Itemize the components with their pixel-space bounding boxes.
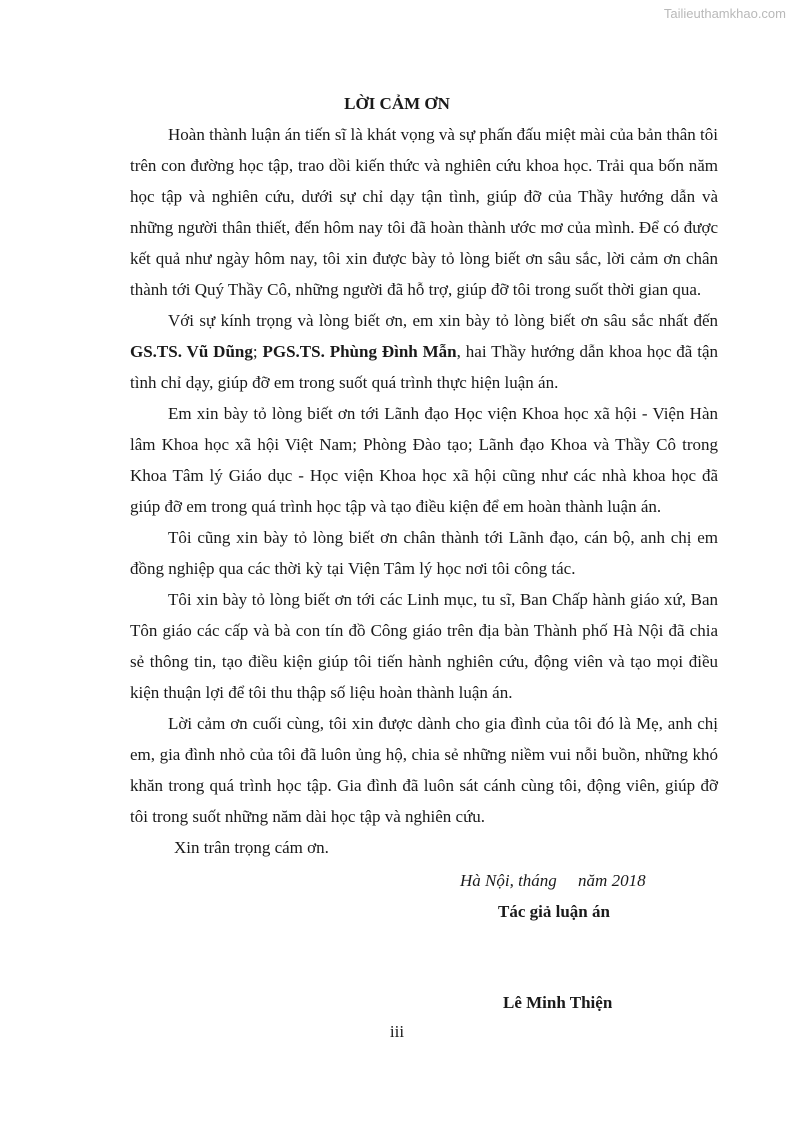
watermark-text: Tailieuthamkhao.com [663, 6, 786, 21]
paragraph-6: Lời cảm ơn cuối cùng, tôi xin được dành cho gia đình của tôi đó là Mẹ, anh chị em, gia đình nhỏ của tôi đã luôn ủng hộ, chia sẻ những niềm vui nỗi buồn, những khó khăn trong quá trình học tập. Gia đình đã luôn sát cánh cùng tôi, động viên, giúp đỡ tôi trong suốt những năm dài học tập và nghiên cứu. [130, 714, 718, 826]
paragraph-1: Hoàn thành luận án tiến sĩ là khát vọng và sự phấn đấu miệt mài của bản thân tôi trên con đường học tập, trao dồi kiến thức và nghiên cứu khoa học. Trải qua bốn năm học tập và nghiên cứu, dưới sự chỉ dạy tận tình, giúp đỡ của Thầy hướng dẫn và những người thân thiết, đến hôm nay tôi đã hoàn thành ước mơ của mình. Để có được kết quả như ngày hôm nay, tôi xin được bày tỏ lòng biết ơn sâu sắc, lời cảm ơn chân thành tới Quý Thầy Cô, những người đã hỗ trợ, giúp đỡ tôi trong suốt thời gian qua. [130, 125, 718, 299]
page-number: iii [389, 1022, 405, 1041]
author-name: Lê Minh Thiện [503, 993, 613, 1012]
acknowledgement-body [130, 119, 718, 863]
paragraph-3: Em xin bày tỏ lòng biết ơn tới Lãnh đạo Học viện Khoa học xã hội - Viện Hàn lâm Khoa học xã hội Việt Nam; Phòng Đào tạo; Lãnh đạo Khoa và Thầy Cô trong Khoa Tâm lý Giáo dục - Học viện Khoa học xã hội cũng như các nhà khoa học đã giúp đỡ em trong quá trình học tập và tạo điều kiện để em hoàn thành luận án. [130, 404, 718, 516]
paragraph-5: Tôi xin bày tỏ lòng biết ơn tới các Linh mục, tu sĩ, Ban Chấp hành giáo xứ, Ban Tôn giáo các cấp và bà con tín đồ Công giáo trên địa bàn Thành phố Hà Nội đã chia sẻ thông tin, tạo điều kiện giúp tôi tiến hành nghiên cứu, động viên và tạo mọi điều kiện thuận lợi để tôi thu thập số liệu hoàn thành luận án. [130, 590, 718, 702]
paragraph-2-rest: , hai Thầy hướng dẫn khoa học đã tận tình chỉ dạy, giúp đỡ em trong suốt quá trình thực hiện luận án. [130, 342, 718, 392]
author-label: Tác giả luận án [498, 902, 610, 921]
paragraph-4: Tôi cũng xin bày tỏ lòng biết ơn chân thành tới Lãnh đạo, cán bộ, anh chị em đồng nghiệp qua các thời kỳ tại Viện Tâm lý học nơi tôi công tác. [130, 528, 718, 578]
advisor-1-name: GS.TS. Vũ Dũng [130, 342, 253, 361]
paragraph-2-intro: Với sự kính trọng và lòng biết ơn, em xin bày tỏ lòng biết ơn sâu sắc nhất đến [168, 311, 718, 330]
paragraph-2 [130, 305, 718, 398]
closing-line: Xin trân trọng cám ơn. [174, 838, 329, 857]
place-date: Hà Nội, tháng năm 2018 [460, 871, 646, 890]
page-title: LỜI CẢM ƠN [344, 94, 450, 113]
advisor-2-name: PGS.TS. Phùng Đình Mẫn [262, 342, 457, 361]
advisor-separator: ; [252, 342, 263, 361]
